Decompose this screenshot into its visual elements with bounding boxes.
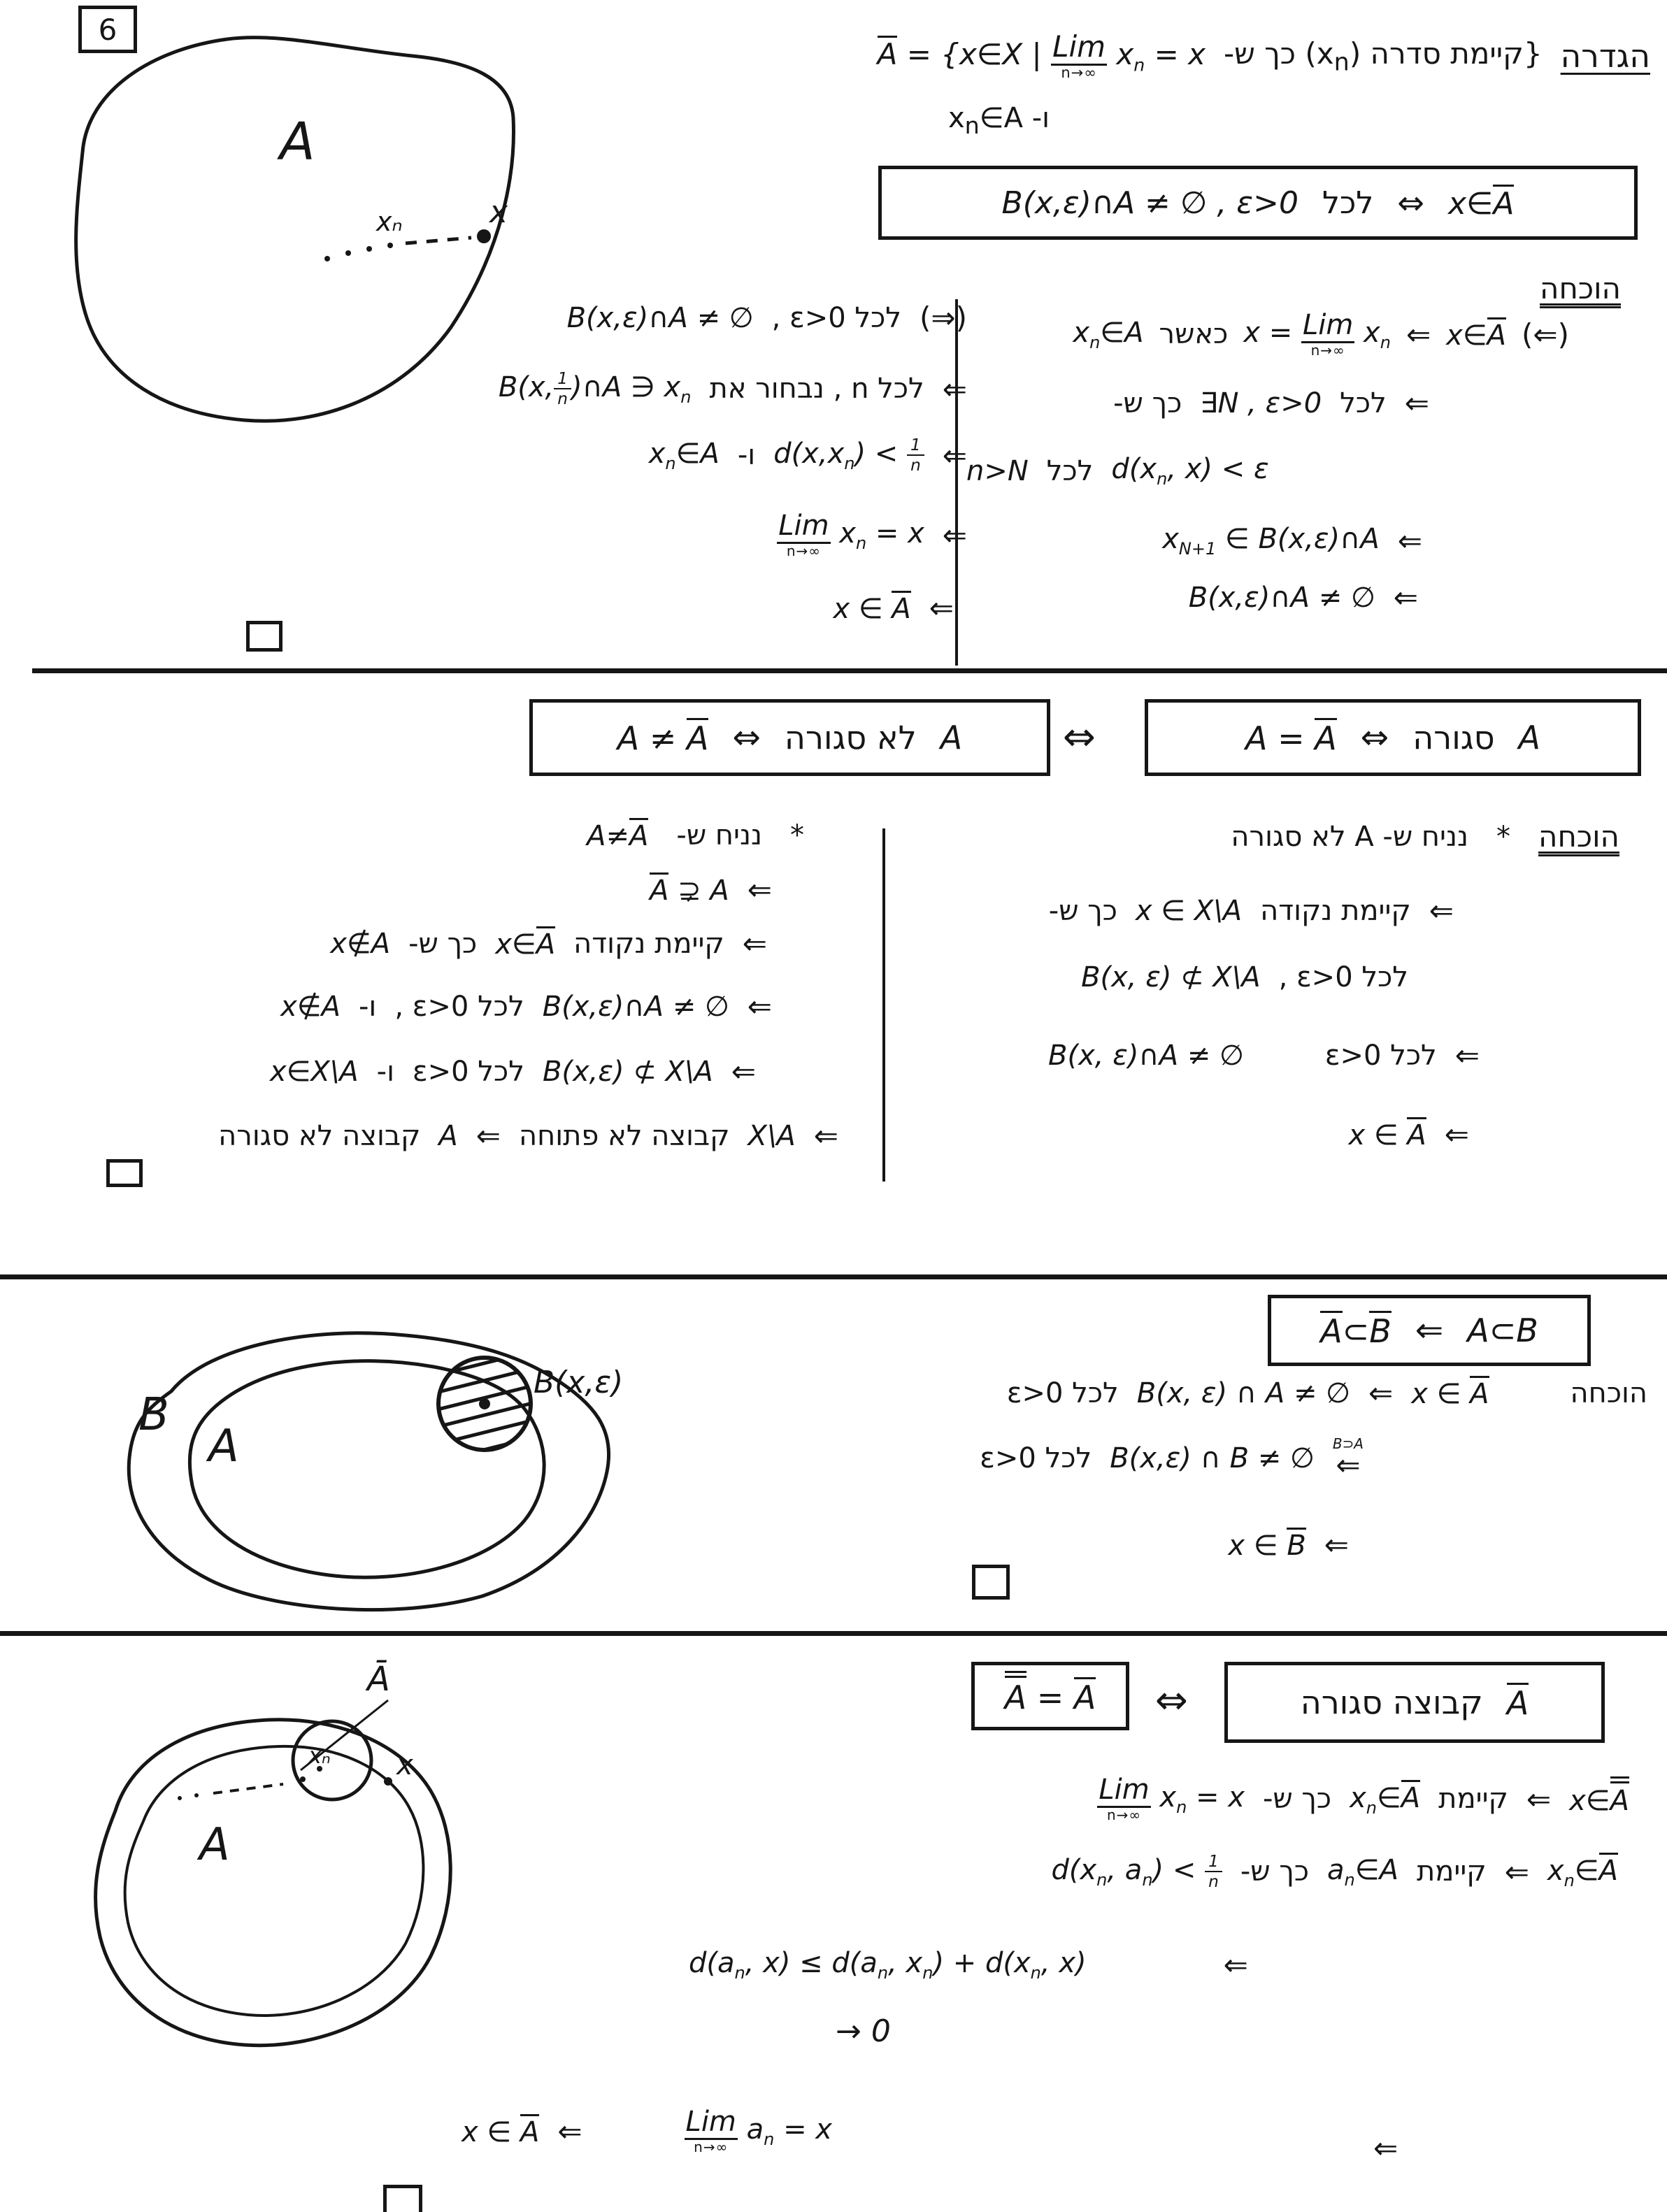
step: $d(x_n$, x) < ε	[1111, 453, 1269, 489]
statement: A = A	[1005, 1676, 1096, 1716]
criterion-ball: B(x,ε)∩A ≠ ∅ , ε>0	[1001, 185, 1298, 221]
definition-line	[877, 29, 1650, 81]
criterion-forall: לכל	[1322, 185, 1374, 221]
step: קיימת	[1438, 1783, 1508, 1815]
sequence-dot	[345, 250, 351, 256]
step: $d(x,x_n)$ < $\frac{1}{n}$	[773, 437, 924, 473]
proof-step	[1228, 1528, 1349, 1562]
proof-step	[1048, 1038, 1480, 1072]
assumption: נניח ש-	[676, 819, 762, 852]
step: כך ש-	[408, 927, 478, 960]
step: כך ש-	[1113, 387, 1182, 419]
implies-arrow: ⇐	[1454, 1038, 1480, 1072]
step: כאשר	[1159, 318, 1229, 350]
step: $x_{N+1}$ ∈ B(x,ε)∩A	[1162, 523, 1380, 559]
criterion-member: x∈A	[1447, 185, 1515, 222]
limit-point	[477, 229, 491, 243]
implies-arrow: ⇐	[942, 517, 967, 552]
step: x∈A	[495, 926, 555, 961]
implies-arrow: ⇐	[1405, 317, 1431, 352]
step: B(x, ε)∩A ≠ ∅	[1048, 1039, 1244, 1072]
conclusion: x ∈ A	[462, 2114, 539, 2148]
step: קיימת נקודה	[573, 927, 724, 960]
section-rule	[0, 1631, 1667, 1636]
conclusion: קבוצה לא סגורה	[218, 1119, 421, 1152]
implies-arrow: ⇐	[1429, 893, 1454, 928]
step: לכל ε>0	[1006, 1377, 1119, 1409]
tends-to-zero-note	[836, 2013, 891, 2049]
qed-box	[972, 1565, 1010, 1600]
idempotent-box	[971, 1662, 1129, 1730]
conclusion: A	[438, 1119, 458, 1152]
statement: קבוצה סגורה	[1300, 1683, 1483, 1721]
assumption: A≠A	[587, 818, 648, 852]
proof-step	[1049, 893, 1454, 928]
step: x∈X\A	[269, 1055, 359, 1088]
proof-step	[1007, 1376, 1647, 1410]
outer-set-label: B	[138, 1389, 169, 1441]
proof-step	[1051, 1853, 1618, 1890]
definition-and-line	[948, 102, 1050, 139]
step: ו-	[358, 990, 377, 1023]
proof-step	[567, 301, 967, 335]
implies-arrow: ⇐	[1444, 1117, 1469, 1151]
sequence-dashes	[213, 1784, 283, 1793]
statement: A = A	[1245, 719, 1337, 757]
definition-and-clause: ו- $x_n\in A$	[948, 102, 1050, 139]
proof-title-2	[1231, 819, 1619, 854]
step: x∈A	[1446, 317, 1506, 352]
implies-arrow-with-note: B⊃A ⇐	[1332, 1435, 1364, 1482]
proof-step	[1081, 961, 1408, 993]
proof-step	[1162, 523, 1422, 559]
point-label: x	[396, 1749, 413, 1781]
closure-closed-box	[1224, 1662, 1605, 1743]
set-label: A	[280, 112, 315, 172]
step: כך ש-	[1262, 1783, 1332, 1815]
step: x ∈ B	[1228, 1528, 1305, 1562]
not-closed-box	[529, 699, 1050, 776]
proof-step	[1348, 1117, 1469, 1151]
proof-step	[649, 437, 967, 473]
implies-arrow: ⇐	[557, 2113, 582, 2148]
sequence-dot	[366, 246, 372, 252]
proof-title-1	[1540, 271, 1621, 306]
proof-step	[462, 2108, 832, 2154]
step: ו-	[737, 439, 756, 472]
proof-step	[777, 512, 967, 558]
implies-arrow: ⇐	[1368, 1376, 1394, 1410]
proof-step	[966, 453, 1269, 489]
definition-title: הגדרה	[1560, 38, 1650, 75]
step: ו-	[376, 1055, 394, 1088]
implies-arrow: ⇐	[1223, 1948, 1248, 1982]
section-rule	[0, 1274, 1667, 1279]
monotonicity-theorem-box	[1268, 1295, 1591, 1366]
step: B(x,ε) ⊄ X\A	[542, 1055, 713, 1088]
implies-arrow: ⇐	[1415, 1311, 1444, 1350]
iff-arrow: ⇔	[732, 718, 761, 757]
theorem-conclusion: A⊂B	[1320, 1312, 1391, 1350]
implies-arrow: ⇐	[1324, 1528, 1349, 1562]
boundary-ball	[293, 1721, 371, 1800]
point-label: x	[489, 194, 508, 230]
step: A ⊋ A	[650, 872, 729, 907]
direction-arrow: (⇒)	[920, 301, 967, 335]
qed-box	[106, 1159, 143, 1187]
step: B(x,ε)∩A ≠ ∅	[542, 990, 729, 1023]
trailing-arrow	[1373, 2131, 1398, 2165]
proof-step	[1113, 386, 1429, 420]
step: $x_n\in A$	[1350, 1780, 1420, 1818]
proof-step	[1189, 580, 1418, 615]
set-blob	[76, 38, 514, 422]
statement: A	[940, 719, 963, 756]
sequence-dot	[300, 1776, 306, 1782]
step: x∉A	[280, 990, 341, 1023]
sequence-dot	[178, 1796, 182, 1800]
proof-step	[270, 1054, 756, 1089]
implies-arrow: ⇐	[813, 1119, 838, 1153]
step: כך ש-	[1048, 894, 1117, 927]
step: B(x,ε) ∩ B ≠ ∅	[1110, 1442, 1315, 1474]
step: Lim n→∞ $x_n = x$	[778, 510, 924, 559]
step: x ∈ A	[833, 591, 910, 625]
sequence-dot	[387, 243, 393, 248]
implies-arrow: ⇐	[942, 438, 967, 473]
proof-step	[833, 591, 954, 625]
proof-step	[587, 818, 804, 852]
step: x = Lim n→∞ $x_n$	[1243, 309, 1391, 359]
proof-title: הוכחה	[1570, 1377, 1647, 1409]
step: לכל ε>0	[980, 1442, 1092, 1474]
conclusion: X\A	[747, 1119, 796, 1152]
proof-title: הוכחה	[1538, 819, 1619, 854]
step: x∈A	[1569, 1781, 1629, 1817]
qed-box	[246, 621, 282, 652]
proof-step	[330, 926, 767, 961]
implies-arrow: ⇐	[1404, 386, 1429, 420]
step: לכל	[1046, 454, 1094, 487]
assumption: נניח ש- A לא סגורה	[1231, 820, 1469, 853]
step: $d(x_n$, $a_n$) < $\frac{1}{n}$	[1051, 1853, 1222, 1890]
criterion-iff-arrow: ⇔	[1397, 184, 1424, 222]
step: $a_n\in A$	[1327, 1853, 1398, 1890]
step: כך ש-	[1240, 1855, 1309, 1888]
step: B(x, ε) ∩ A ≠ ∅	[1136, 1377, 1351, 1409]
step: לכל ε>0 ,	[394, 990, 524, 1023]
closure-closed-diagram	[73, 1650, 465, 2055]
step: קיימת נקודה	[1260, 894, 1411, 927]
step: קיימת	[1416, 1855, 1487, 1888]
statement: לא סגורה	[784, 719, 917, 756]
implies-arrow: ⇐	[929, 591, 954, 625]
step: B(x, $\frac{1}{n}$ )∩A ∋ $x_n$	[498, 369, 692, 409]
closure-definition-clause: {קיימת סדרה $(x_n)$ כך ש-	[1223, 36, 1543, 77]
implies-arrow: ⇐	[747, 989, 772, 1024]
page-number: 6	[78, 6, 137, 53]
step: x ∈ X\A	[1135, 894, 1243, 927]
tends-to-zero: → 0	[836, 2013, 891, 2049]
theorem-hypothesis: A⊂B	[1467, 1312, 1538, 1349]
proof-step	[218, 1119, 838, 1153]
closure-diagram-1	[49, 13, 524, 432]
inner-set-label: A	[199, 1819, 230, 1871]
step: ∃N , ε>0	[1200, 387, 1322, 419]
implies-arrow: ⇐	[475, 1119, 501, 1153]
closed-box	[1145, 699, 1641, 776]
step: לכל ε>0 ,	[1278, 961, 1408, 993]
proof-title: הוכחה	[1540, 271, 1621, 306]
statement: A ≠ A	[617, 719, 709, 757]
step: $x_n\in A$	[648, 437, 720, 473]
step: B(x,ε)∩A ≠ ∅	[566, 301, 754, 334]
implies-arrow: ⇐	[1526, 1781, 1552, 1816]
sequence-dot	[194, 1793, 199, 1797]
step: $x_n\in A$	[1073, 316, 1144, 352]
statement: סגורה	[1412, 719, 1495, 756]
subset-closure-diagram	[105, 1311, 664, 1618]
implies-arrow: ⇐	[747, 872, 772, 907]
proof-step	[1073, 311, 1569, 357]
proof-step	[499, 371, 967, 407]
step: x∉A	[330, 927, 391, 960]
step: $x_n\in A$	[1547, 1853, 1618, 1890]
closure-label: Ā	[367, 1660, 390, 1699]
statement: A	[1506, 1684, 1529, 1722]
proof-step	[689, 1947, 1248, 1983]
star-mark: *	[790, 819, 804, 852]
step: B(x, ε) ⊄ X\A	[1081, 961, 1261, 993]
implies-arrow: ⇐	[742, 926, 767, 961]
proof-step	[980, 1437, 1364, 1480]
proof-step	[280, 989, 772, 1024]
ball-center-point	[479, 1398, 490, 1409]
implies-arrow: ⇐	[731, 1054, 756, 1089]
implies-arrow: ⇐	[1393, 580, 1418, 615]
proof-column-divider-2	[882, 828, 885, 1182]
inner-set-blob	[125, 1746, 424, 2016]
step: לכל	[1340, 387, 1387, 419]
proof-column-divider-1	[955, 299, 958, 666]
proof-step	[1097, 1776, 1629, 1822]
qed-box	[383, 2185, 422, 2212]
iff-arrow: ⇔	[1155, 1678, 1188, 1723]
closure-definition-math: A = {x∈X | Lim n→∞ $x_n = x$	[877, 29, 1205, 81]
ball-label: B(x,ε)	[534, 1365, 624, 1400]
implies-arrow: ⇐	[942, 371, 967, 406]
sequence-dot	[324, 256, 330, 261]
step: B(x,ε)∩A ≠ ∅	[1188, 581, 1375, 614]
step: n>N	[966, 454, 1029, 487]
step: לכל ε>0 ,	[771, 301, 902, 334]
proof-step	[650, 872, 772, 907]
section-rule	[32, 668, 1667, 673]
triangle-inequality: $d(a_n$, $x) \le d(a_n$, $x_n) + d(x_n$, x)	[689, 1947, 1087, 1983]
closure-criterion-box	[878, 166, 1638, 240]
statement: A	[1518, 719, 1541, 756]
step: לכל ε>0	[413, 1055, 524, 1088]
limit-point	[384, 1777, 392, 1786]
sequence-label: xₙ	[308, 1742, 331, 1769]
direction-arrow: (⇐)	[1522, 317, 1569, 352]
step: לכל ε>0	[1324, 1039, 1437, 1072]
step: x ∈ A	[1411, 1376, 1489, 1410]
step: Lim n→∞ $x_n = x$	[1099, 1774, 1245, 1823]
sequence-dashes	[406, 238, 471, 243]
inner-set-label: A	[208, 1421, 239, 1472]
star-mark: *	[1496, 820, 1511, 853]
iff-arrow: ⇔	[1063, 714, 1096, 760]
implies-arrow: ⇐	[1504, 1854, 1529, 1889]
limit: Lim n→∞ $a_n = x$	[685, 2106, 832, 2155]
step: x ∈ A	[1348, 1117, 1426, 1151]
step: לכל n , נבחור את	[709, 373, 924, 405]
implies-arrow: ⇐	[1373, 2131, 1398, 2165]
conclusion: קבוצה לא פתוחה	[518, 1119, 730, 1152]
iff-arrow: ⇔	[1360, 718, 1389, 757]
implies-arrow: ⇐	[1397, 524, 1422, 558]
sequence-label: xₙ	[376, 206, 403, 237]
